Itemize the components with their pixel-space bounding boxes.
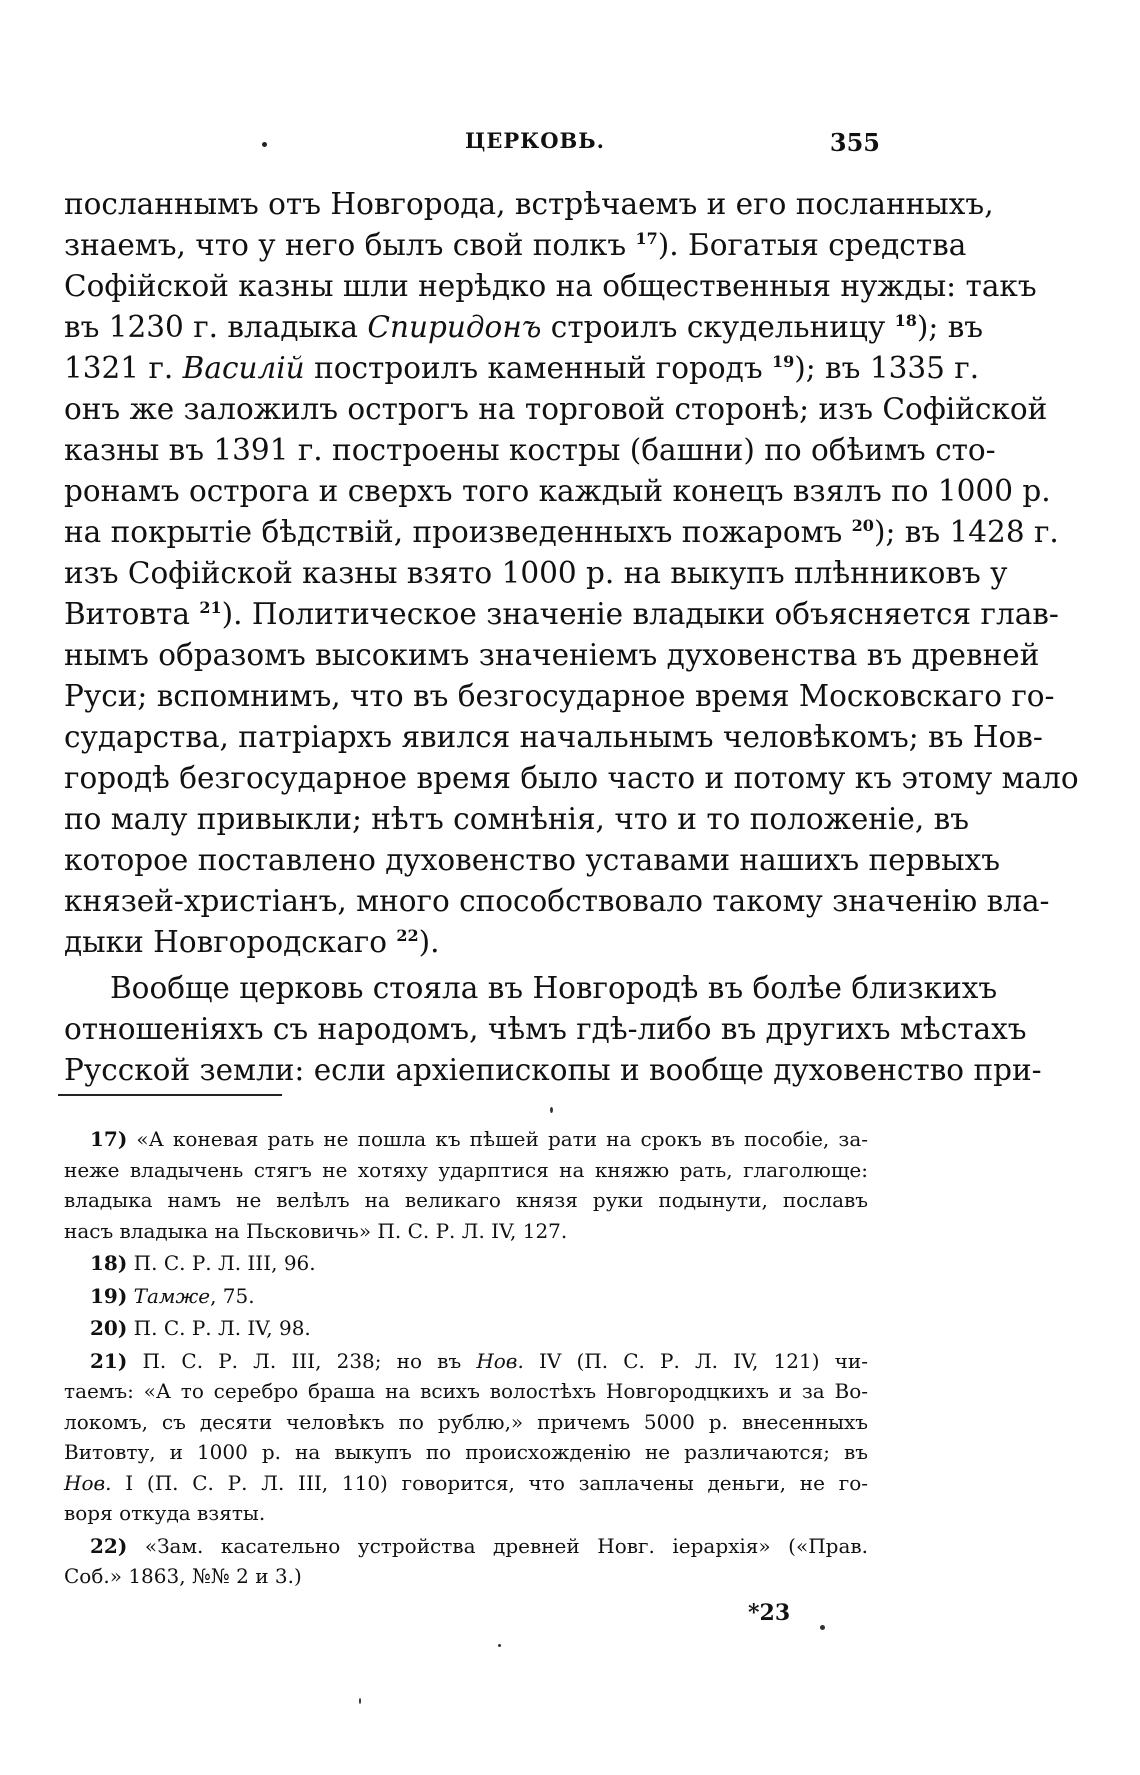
- text-line: Вообще церковь стояла въ Новгородѣ въ болѣе близкихъ: [110, 971, 998, 1005]
- text-line: казны въ 1391 г. построены костры (башни) по обѣимъ сто-: [64, 433, 996, 467]
- text-line: сударства, патріархъ явился начальнымъ человѣкомъ; въ Нов-: [64, 720, 1043, 754]
- footnote-line: насъ владыка на Пьсковичь» П. С. Р. Л. IV, 127.: [64, 1218, 568, 1243]
- text-line: князей-христіанъ, много способствовало такому значенію вла-: [64, 884, 1050, 918]
- text-line: Руси; вспомнимъ, что въ безгосударное время Московскаго го-: [64, 679, 1055, 713]
- text-line: онъ же заложилъ острогъ на торговой сторонѣ; изъ Софійской: [64, 392, 1048, 426]
- text-line: посланнымъ отъ Новгорода, встрѣчаемъ и его посланныхъ,: [64, 187, 994, 221]
- paragraph-1: [64, 184, 1079, 963]
- footnote-ref[interactable]: 19: [771, 352, 795, 372]
- footnote-line: 19) Тамже, 75.: [90, 1283, 255, 1308]
- footnote-17: [64, 1124, 868, 1246]
- text-line: ронамъ острога и сверхъ того каждый конецъ взялъ по 1000 р.: [64, 474, 1051, 508]
- text-line: по малу привыкли; нѣтъ сомнѣнія, что и то положеніе, въ: [64, 802, 969, 836]
- footnote-19: [64, 1281, 868, 1312]
- text-line: Русской земли: если архіепископы и вообще духовенство при-: [64, 1053, 1042, 1087]
- page-number: 355: [829, 128, 880, 157]
- text-line: отношеніяхъ съ народомъ, чѣмъ гдѣ-либо въ другихъ мѣстахъ: [64, 1012, 1027, 1046]
- signature-mark: *23: [748, 1600, 791, 1626]
- footnote-line: локомъ, съ десяти человѣкъ по рублю,» причемъ 5000 р. внесенныхъ: [64, 1409, 868, 1434]
- footnote-18: [64, 1248, 868, 1279]
- footnote-line: таемъ: «А то серебро браша на всихъ волостѣхъ Новгородцкихъ и за Во-: [64, 1379, 868, 1403]
- paragraph-2: [64, 968, 1042, 1091]
- footnote-ref[interactable]: 21: [199, 598, 222, 618]
- text-line: которое поставлено духовенство уставами нашихъ первыхъ: [64, 843, 1001, 877]
- footnote-number: 18): [90, 1251, 128, 1275]
- footnote-line: Соб.» 1863, №№ 2 и 3.): [64, 1564, 302, 1588]
- print-speck: [359, 1698, 361, 1704]
- text-line: Витовта $^{21}$). Политическое значеніе владыки объясняется глав-: [64, 597, 1059, 631]
- footnote-number: 21): [90, 1348, 128, 1373]
- footnote-line: Нов. I (П. С. Р. Л. III, 110) говорится, что заплачены деньги, не го-: [64, 1470, 868, 1495]
- footnote-line: владыка намъ не велѣлъ на великаго князя руки подынути, пославъ: [64, 1188, 868, 1212]
- footnote-line: 18) П. С. Р. Л. III, 96.: [90, 1251, 316, 1275]
- running-title: ЦЕРКОВЬ.: [465, 128, 605, 153]
- text-line: на покрытіе бѣдствій, произведенныхъ пожаромъ $^{20}$); въ 1428 г.: [64, 515, 1059, 549]
- footnote-line: воря откуда взяты.: [64, 1501, 266, 1525]
- footnote-number: 17): [90, 1127, 128, 1151]
- footnote-ref[interactable]: 17: [635, 229, 658, 249]
- text-line: Софійской казны шли нерѣдко на общественныя нужды: такъ: [64, 269, 1037, 303]
- print-speck: [498, 1644, 501, 1647]
- print-speck: [820, 1625, 825, 1630]
- text-line: дыки Новгородскаго $^{22}$).: [64, 925, 440, 959]
- footnote-line: 22) «Зам. касательно устройства древней Новг. іерархія» («Прав.: [90, 1533, 868, 1558]
- print-speck: [550, 1107, 553, 1113]
- footnote-21: [64, 1346, 868, 1529]
- footnote-number: 20): [90, 1316, 128, 1340]
- footnote-line: 20) П. С. Р. Л. IV, 98.: [90, 1316, 311, 1340]
- footnote-ref[interactable]: 18: [894, 311, 917, 331]
- footnotes: [64, 1124, 868, 1594]
- text-line: нымъ образомъ высокимъ значеніемъ духовенства въ древней: [64, 638, 1040, 672]
- italic-name: Василій: [182, 351, 305, 385]
- footnote-line: неже владычень стягъ не хотяху ударптися на княжю рать, глаголюще:: [64, 1157, 868, 1182]
- running-header: [190, 128, 880, 168]
- text-line: городѣ безгосударное время было часто и потому къ этому мало: [64, 761, 1079, 795]
- text-line: 1321 г. Василій построилъ каменный городъ $^{19}$); въ 1335 г.: [64, 351, 980, 385]
- text-line: въ 1230 г. владыка Спиридонъ строилъ скудельницу $^{18}$); въ: [64, 310, 984, 344]
- footnote-number: 19): [90, 1283, 128, 1308]
- footnote-line: 17) «А коневая рать не пошла къ пѣшей рати на срокъ въ пособіе, за-: [90, 1127, 868, 1151]
- footnote-ref[interactable]: 22: [396, 926, 419, 946]
- text-line: изъ Софійской казны взято 1000 р. на выкупъ плѣнниковъ у: [64, 556, 1008, 590]
- text-line: знаемъ, что у него былъ свой полкъ $^{17}$). Богатыя средства: [64, 228, 967, 262]
- footnote-20: [64, 1313, 868, 1344]
- footnote-ref[interactable]: 20: [851, 516, 874, 536]
- footnote-number: 22): [90, 1533, 128, 1558]
- footnote-22: [64, 1531, 868, 1592]
- main-text: [64, 184, 1079, 1091]
- italic-name: Спиридонъ: [367, 310, 542, 344]
- footnote-divider: [58, 1094, 282, 1096]
- footnote-line: Витовту, и 1000 р. на выкупъ по происхожденію не различаются; въ: [64, 1440, 868, 1464]
- footnote-line: 21) П. С. Р. Л. III, 238; но въ Нов. IV (П. С. Р. Л. IV, 121) чи-: [90, 1348, 868, 1373]
